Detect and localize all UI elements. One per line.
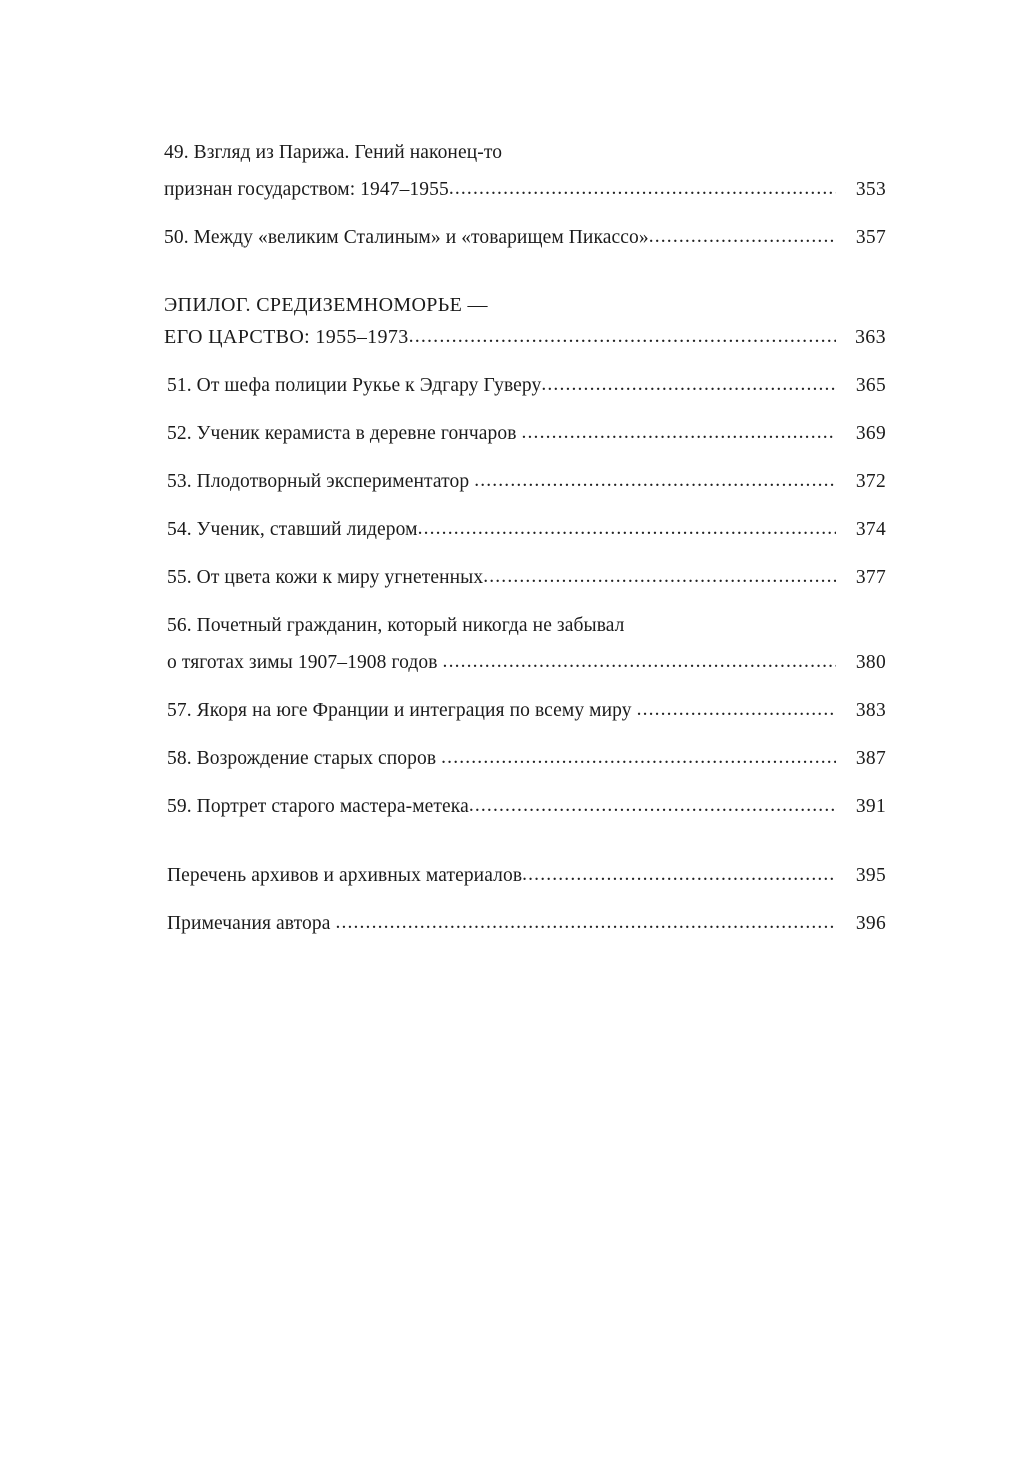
toc-entry-title: ЕГО ЦАРСТВО: 1955–1973 — [164, 326, 409, 348]
toc-entry-page-number: 387 — [855, 748, 886, 769]
toc-entry-page-number: 396 — [855, 913, 886, 934]
toc-entry-title: о тяготах зимы 1907–1908 годов — [167, 652, 443, 673]
toc-entry[interactable] — [164, 788, 886, 825]
toc-entry[interactable] — [164, 134, 886, 208]
toc-entry-row — [167, 415, 886, 452]
toc-entry-row — [167, 463, 886, 500]
toc-entry[interactable] — [164, 905, 886, 942]
dot-leader — [409, 320, 836, 352]
toc-entry[interactable] — [164, 367, 886, 404]
dot-leader — [474, 462, 836, 499]
toc-entry-row — [167, 905, 886, 942]
toc-entry-row — [167, 692, 886, 729]
toc-entry-row — [164, 219, 886, 256]
toc-entry-row — [167, 644, 886, 681]
toc-entry-title: признан государством: 1947–1955 — [164, 179, 449, 200]
dot-leader — [469, 787, 836, 824]
toc-entry[interactable] — [164, 607, 886, 681]
toc-entry-page-number: 369 — [855, 423, 886, 444]
dot-leader — [522, 414, 837, 451]
toc-entry-title: 58. Возрождение старых споров — [167, 748, 442, 769]
dot-leader — [637, 691, 836, 728]
toc-entry-title: Примечания автора — [167, 913, 336, 934]
toc-entry-page-number: 380 — [855, 652, 886, 673]
dot-leader — [449, 170, 836, 207]
toc-entry-row — [167, 559, 886, 596]
toc-entry[interactable] — [164, 463, 886, 500]
toc-entry-title: 52. Ученик керамиста в деревне гончаров — [167, 423, 522, 444]
toc-entry-title-line: ЭПИЛОГ. СРЕДИЗЕМНОМОРЬЕ — — [164, 294, 488, 316]
toc-entry-page-number: 365 — [855, 375, 886, 396]
toc-entry-row — [167, 367, 886, 404]
toc-entry-row — [167, 740, 886, 777]
toc-entry-page-number: 377 — [855, 567, 886, 588]
toc-entry[interactable] — [164, 511, 886, 548]
dot-leader — [483, 558, 836, 595]
toc-entry[interactable] — [164, 740, 886, 777]
dot-leader — [522, 856, 836, 893]
toc-entry-row — [167, 511, 886, 548]
toc-entry-title: 55. От цвета кожи к миру угнетенных — [167, 567, 484, 588]
toc-entry-page-number: 363 — [854, 326, 886, 348]
toc-entry-title-line: 56. Почетный гражданин, который никогда не забывал — [167, 615, 625, 636]
toc-entry-title: 50. Между «великим Сталиным» и «товарищем Пикассо» — [164, 227, 649, 248]
toc-entry-page-number: 357 — [855, 227, 886, 248]
toc-entry-page-number: 391 — [855, 796, 886, 817]
dot-leader — [418, 510, 836, 547]
toc-entry-title-line: 49. Взгляд из Парижа. Гений наконец-то — [164, 142, 503, 163]
toc-entry[interactable] — [164, 289, 886, 353]
toc-entry-title: 59. Портрет старого мастера-метека — [167, 796, 469, 817]
toc-entry[interactable] — [164, 692, 886, 729]
toc-entry[interactable] — [164, 857, 886, 894]
dot-leader — [443, 643, 836, 680]
dot-leader — [441, 739, 836, 776]
toc-entry-row — [167, 857, 886, 894]
dot-leader — [335, 904, 836, 941]
toc-entry-title: Перечень архивов и архивных материалов — [167, 865, 523, 886]
dot-leader — [649, 218, 836, 255]
dot-leader — [541, 366, 836, 403]
toc-entry-row — [167, 788, 886, 825]
toc-entry-title: 54. Ученик, ставший лидером — [167, 519, 418, 540]
toc-entry-title: 51. От шефа полиции Рукье к Эдгару Гуверу — [167, 375, 542, 396]
toc-entry[interactable] — [164, 219, 886, 256]
toc-entry-title: 53. Плодотворный экспериментатор — [167, 471, 475, 492]
toc-entry[interactable] — [164, 559, 886, 596]
toc-entry-page-number: 353 — [855, 179, 886, 200]
toc-entry[interactable] — [164, 415, 886, 452]
toc-entry-page-number: 374 — [855, 519, 886, 540]
toc-entry-row — [164, 321, 886, 353]
toc-entry-page-number: 372 — [855, 471, 886, 492]
toc-entry-page-number: 395 — [855, 865, 886, 886]
toc-entry-title: 57. Якоря на юге Франции и интеграция по всему миру — [167, 700, 637, 721]
toc-entry-page-number: 383 — [855, 700, 886, 721]
toc-entry-row — [164, 171, 886, 208]
table-of-contents — [164, 134, 886, 953]
